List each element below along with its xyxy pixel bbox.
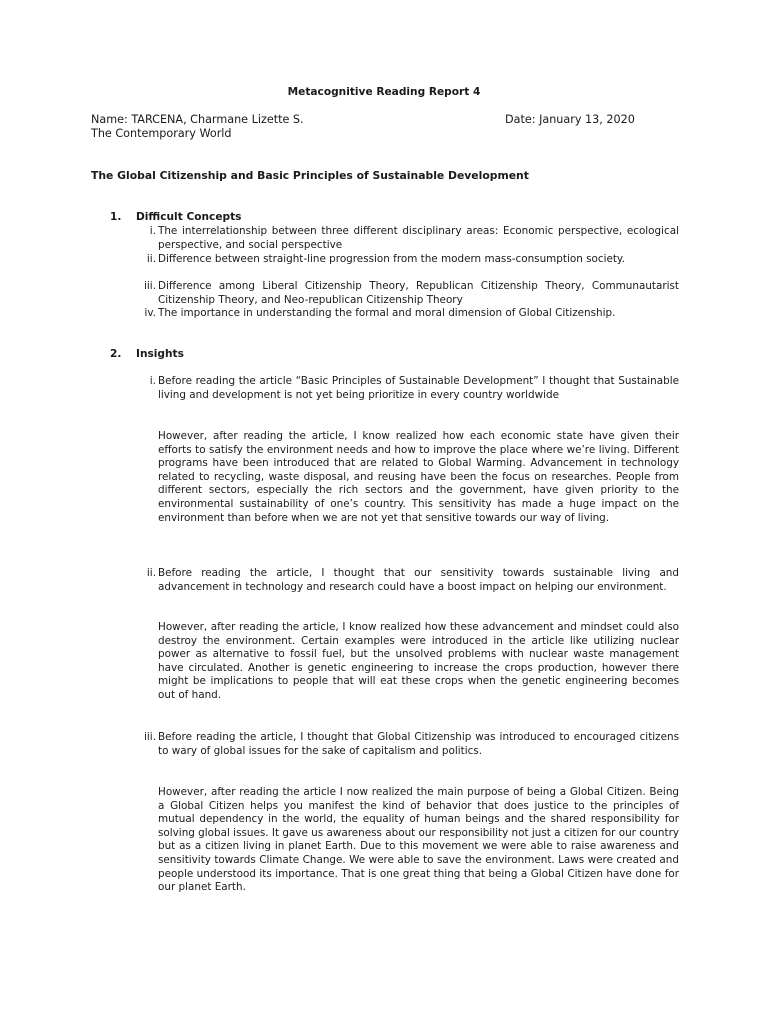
list-marker: ii. [146,253,156,265]
report-date: Date: January 13, 2020 [505,113,635,126]
list-item-text: Difference between straight-line progression from the modern mass-consumption society. [158,253,625,265]
list-marker: ii. [146,567,156,579]
section-number: 1. [110,211,122,223]
insight-before-text: Before reading the article, I thought that our sensitivity towards sustainable living and advancement in technology and research could have a boost impact on helping our environment. [158,567,679,593]
list-item-text: The interrelationship between three different disciplinary areas: Economic perspective, ecological perspective, and social perspective [158,225,679,251]
section-title: Difficult Concepts [136,211,242,223]
article-title: The Global Citizenship and Basic Principles of Sustainable Development [91,169,529,182]
list-item-text: The importance in understanding the formal and moral dimension of Global Citizenship. [158,307,616,319]
list-marker: iii. [144,280,156,292]
student-name: Name: TARCENA, Charmane Lizette S. [91,113,304,126]
list-marker: iv. [144,307,156,319]
list-marker: i. [149,225,156,237]
section-heading-difficult-concepts [110,211,241,225]
report-title: Metacognitive Reading Report 4 [287,86,481,98]
list-marker: iii. [144,731,156,743]
section-title: Insights [136,348,184,360]
section-number: 2. [110,348,122,360]
list-item-text: Difference among Liberal Citizenship Theory, Republican Citizenship Theory, Communautarist Citizenship Theory, and Neo-republican Citizenship Theory [158,280,679,306]
insight-before-text: Before reading the article, I thought that Global Citizenship was introduced to encouraged citizens to wary of global issues for the sake of capitalism and politics. [158,731,679,757]
insight-after-text: However, after reading the article I now realized the main purpose of being a Global Citizen. Being a Global Citizen helps you manifest the kind of behavior that does justice to the principles of mutual dependency in the world, the equality of human beings and the shared responsibility for solving global issues. It gave us awareness about our responsibility not just a citizen for our country but as a citizen living in planet Earth. Due to this movement we were able to raise awareness and sensitivity towards Climate Change. We were able to save the environment. Laws were created and people understood its importance. That is one great thing that being a Global Citizen have done for our planet Earth. [158,786,679,894]
course-name: The Contemporary World [91,127,232,140]
section-heading-insights [110,348,184,362]
insight-before-text: Before reading the article “Basic Principles of Sustainable Development” I thought that Sustainable living and development is not yet being prioritize in every country worldwide [158,375,679,401]
list-marker: i. [149,375,156,387]
insight-after-text: However, after reading the article, I know realized how each economic state have given their efforts to satisfy the environment needs and how to improve the place where we’re living. Different programs have been introduced that are related to Global Warming. Advancement in technology related to recycling, waste disposal, and reusing have been the focus on researches. People from different sectors, especially the rich sectors and the government, have given priority to the environmental sustainability of one’s country. This sensitivity has made a huge impact on the environment than before when we are not yet that sensitive towards our way of living. [158,430,679,524]
insight-after-text: However, after reading the article, I know realized how these advancement and mindset could also destroy the environment. Certain examples were introduced in the article like utilizing nuclear power as alternative to fossil fuel, but the unsolved problems with nuclear waste management have circulated. Another is genetic engineering to increase the crops production, however there might be implications to people that will eat these crops when the genetic engineering becomes out of hand. [158,621,679,701]
